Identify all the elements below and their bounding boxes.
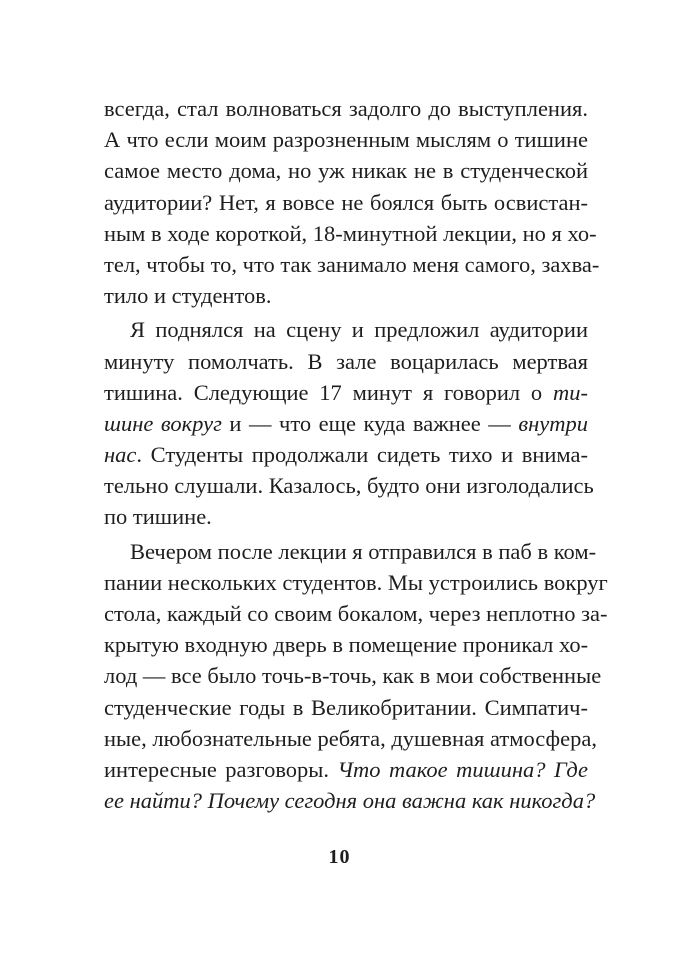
text-run: и — что еще куда важнее —	[221, 410, 519, 436]
text-run: тишина. Следующие 17 минут я говорил о	[104, 379, 553, 405]
text-line: Вечером после лекции я отправился в паб в ком-	[130, 538, 597, 564]
paragraph-1	[104, 93, 600, 311]
text-line	[104, 439, 588, 470]
text-run: интересные разговоры.	[104, 756, 338, 782]
text-run: . Студенты продолжали сидеть тихо и внима-	[136, 442, 588, 468]
page-number: 10	[328, 846, 351, 868]
text-line	[104, 377, 588, 408]
text-line: тельно слушали. Казалось, будто они изголодались	[104, 473, 594, 499]
text-line: тило и студентов.	[104, 283, 272, 309]
text-line	[104, 408, 588, 439]
text-line: А что если моим разрозненным мыслям о тишине	[104, 127, 588, 153]
text-line: всегда, стал волноваться задолго до выступления.	[104, 96, 588, 121]
italic-text: нас	[104, 442, 137, 468]
text-line: студенческие годы в Великобритании. Симпатич-	[104, 694, 588, 720]
paragraph-3	[104, 536, 608, 817]
italic-text: ее найти? Почему сегодня она важна как никогда?	[104, 788, 596, 814]
italic-text: шине вокруг	[104, 410, 222, 436]
text-line: пании нескольких студентов. Мы устроились вокруг	[104, 569, 608, 595]
text-line: крытую входную дверь в помещение проникал хо-	[104, 632, 589, 658]
italic-text: ти-	[553, 379, 588, 405]
paragraph-2	[104, 314, 594, 532]
text-line: тел, чтобы то, что так занимало меня самого, захва-	[104, 251, 600, 277]
italic-text: Что такое тишина? Где	[337, 756, 588, 782]
text-line: минуту помолчать. В зале воцарилась мертвая	[104, 348, 588, 374]
italic-text: внутри	[518, 410, 588, 436]
text-line: лод — все было точь-в-точь, как в мои собственные	[104, 663, 602, 689]
text-line: самое место дома, но уж никак не в студенческой	[104, 158, 588, 184]
text-line: ные, любознательные ребята, душевная атмосфера,	[104, 725, 597, 751]
text-line: по тишине.	[104, 504, 212, 530]
text-line: Я поднялся на сцену и предложил аудитории	[130, 317, 588, 343]
book-page-text	[104, 93, 608, 816]
text-line: ным в ходе короткой, 18-минутной лекции, но я хо-	[104, 220, 597, 246]
text-line	[104, 785, 596, 816]
text-line: стола, каждый со своим бокалом, через неплотно за-	[104, 601, 608, 626]
text-line	[104, 754, 588, 785]
text-line: аудитории? Нет, я вовсе не боялся быть освистан-	[104, 189, 588, 215]
